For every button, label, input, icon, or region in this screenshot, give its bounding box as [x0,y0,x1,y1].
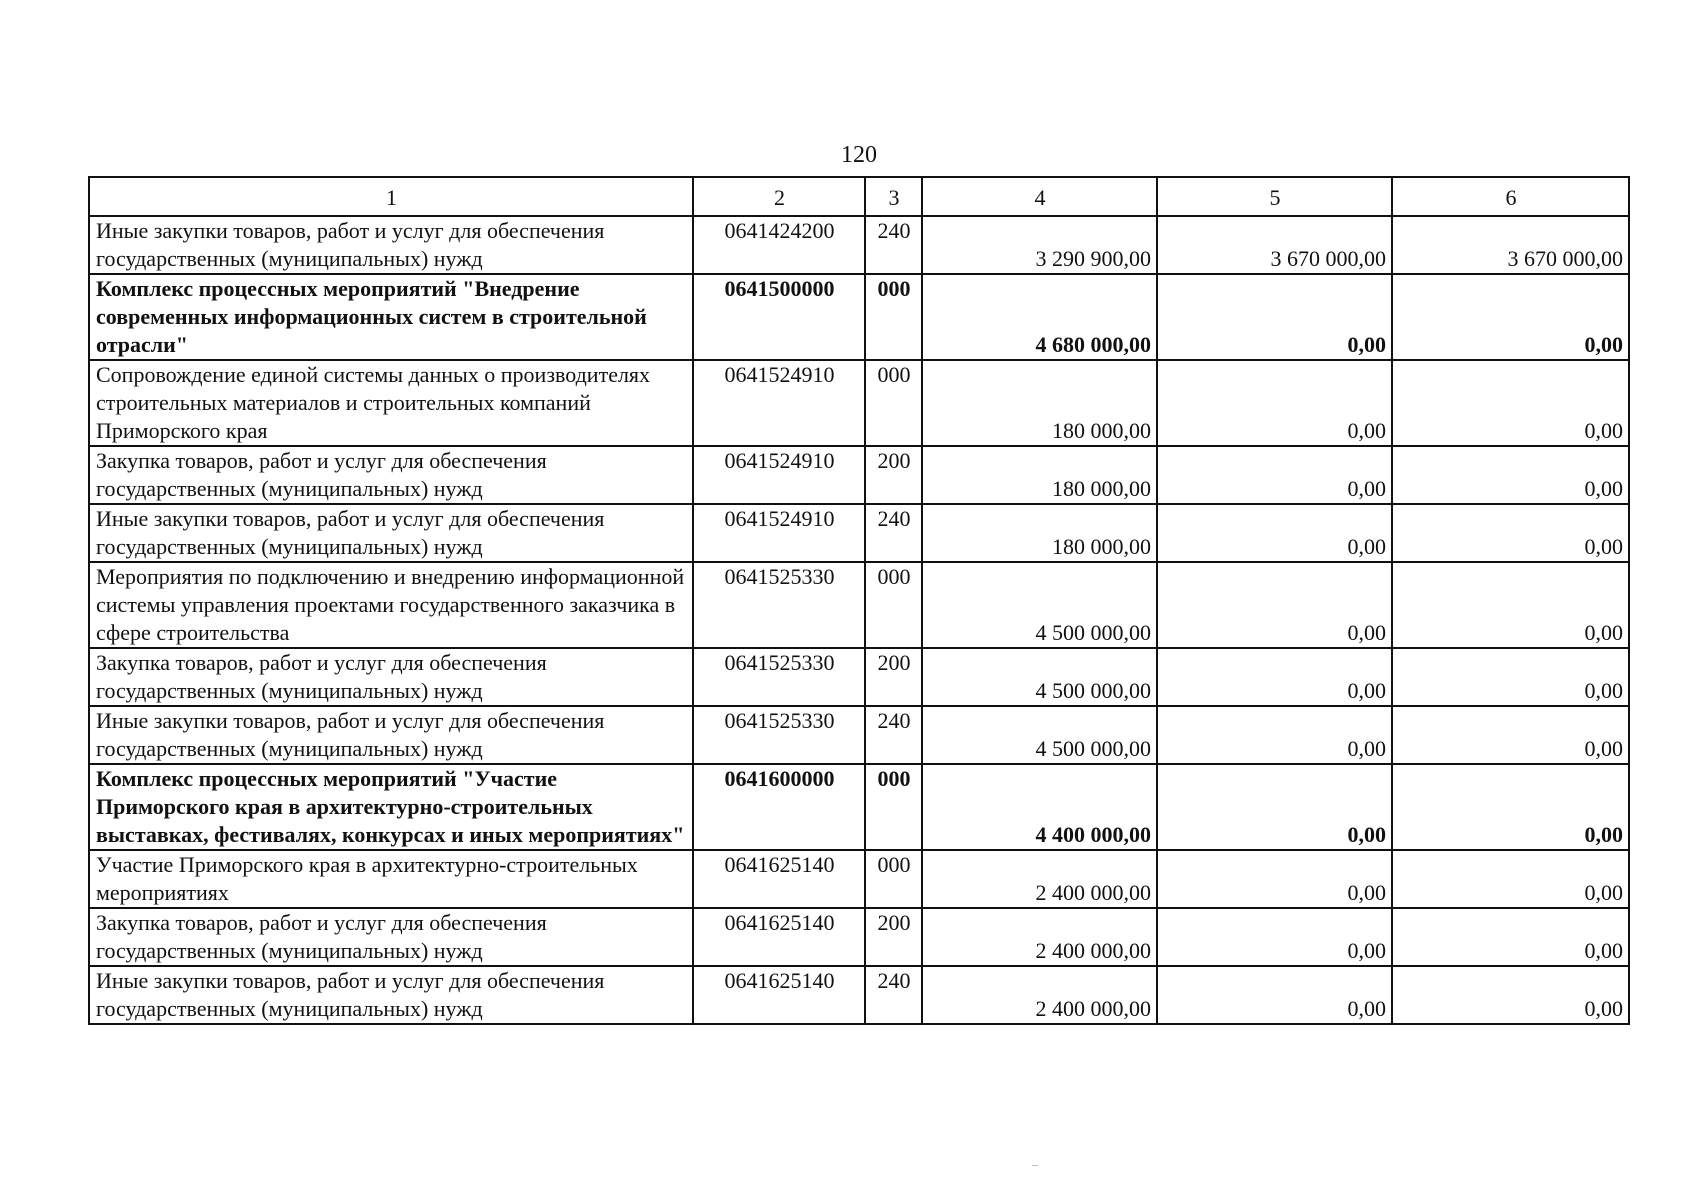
row-value-6: 0,00 [1392,562,1629,648]
row-name: Закупка товаров, работ и услуг для обеспечения государственных (муниципальных) нужд [89,908,693,966]
row-value-5: 3 670 000,00 [1157,216,1392,274]
row-value-5: 0,00 [1157,504,1392,562]
row-value-5: 0,00 [1157,446,1392,504]
row-value-6: 0,00 [1392,850,1629,908]
row-name: Закупка товаров, работ и услуг для обеспечения государственных (муниципальных) нужд [89,648,693,706]
row-value-6: 3 670 000,00 [1392,216,1629,274]
row-code: 0641525330 [693,648,865,706]
row-value-4: 180 000,00 [922,446,1157,504]
row-type: 240 [865,706,922,764]
table-row [89,360,1629,446]
header-col-6: 6 [1392,177,1629,216]
row-type: 000 [865,360,922,446]
header-col-1: 1 [89,177,693,216]
header-col-5: 5 [1157,177,1392,216]
row-type: 000 [865,764,922,850]
row-value-5: 0,00 [1157,850,1392,908]
row-value-6: 0,00 [1392,504,1629,562]
row-name: Комплекс процессных мероприятий "Внедрение современных информационных систем в строительной отрасли" [89,274,693,360]
row-code: 0641625140 [693,850,865,908]
row-value-4: 4 500 000,00 [922,562,1157,648]
row-value-5: 0,00 [1157,706,1392,764]
row-value-6: 0,00 [1392,764,1629,850]
row-value-5: 0,00 [1157,648,1392,706]
table-row [89,850,1629,908]
row-value-4: 4 500 000,00 [922,706,1157,764]
scan-speck [1032,1165,1038,1166]
row-value-6: 0,00 [1392,446,1629,504]
row-type: 000 [865,274,922,360]
header-col-4: 4 [922,177,1157,216]
table-row-bold [89,764,1629,850]
row-code: 0641524910 [693,504,865,562]
row-value-4: 4 680 000,00 [922,274,1157,360]
row-code: 0641625140 [693,908,865,966]
row-name: Сопровождение единой системы данных о производителях строительных материалов и строительных компаний Приморского края [89,360,693,446]
row-type: 000 [865,562,922,648]
table-row-bold [89,274,1629,360]
row-code: 0641600000 [693,764,865,850]
row-type: 240 [865,216,922,274]
header-col-3: 3 [865,177,922,216]
row-type: 240 [865,504,922,562]
row-name: Мероприятия по подключению и внедрению информационной системы управления проектами государственного заказчика в сфере строительства [89,562,693,648]
row-value-6: 0,00 [1392,360,1629,446]
table-row [89,504,1629,562]
row-code: 0641625140 [693,966,865,1024]
row-value-4: 2 400 000,00 [922,908,1157,966]
row-code: 0641525330 [693,562,865,648]
row-value-5: 0,00 [1157,908,1392,966]
row-value-4: 2 400 000,00 [922,966,1157,1024]
row-value-5: 0,00 [1157,562,1392,648]
row-type: 200 [865,648,922,706]
budget-table [88,176,1630,1025]
row-code: 0641524910 [693,360,865,446]
table-body [89,216,1629,1024]
row-name: Иные закупки товаров, работ и услуг для обеспечения государственных (муниципальных) нужд [89,706,693,764]
row-code: 0641524910 [693,446,865,504]
page-number: 120 [841,142,877,168]
row-value-4: 180 000,00 [922,504,1157,562]
row-value-4: 3 290 900,00 [922,216,1157,274]
row-value-4: 2 400 000,00 [922,850,1157,908]
row-code: 0641525330 [693,706,865,764]
row-value-6: 0,00 [1392,648,1629,706]
row-name: Иные закупки товаров, работ и услуг для обеспечения государственных (муниципальных) нужд [89,966,693,1024]
table-row [89,216,1629,274]
row-value-5: 0,00 [1157,764,1392,850]
table-row [89,706,1629,764]
header-row [89,177,1629,216]
row-type: 200 [865,446,922,504]
row-name: Участие Приморского края в архитектурно-строительных мероприятиях [89,850,693,908]
row-value-4: 4 500 000,00 [922,648,1157,706]
row-value-5: 0,00 [1157,966,1392,1024]
table-header [89,177,1629,216]
table-row [89,966,1629,1024]
row-value-4: 180 000,00 [922,360,1157,446]
row-type: 000 [865,850,922,908]
header-col-2: 2 [693,177,865,216]
row-code: 0641500000 [693,274,865,360]
table-row [89,908,1629,966]
table-row [89,648,1629,706]
row-code: 0641424200 [693,216,865,274]
table-row [89,446,1629,504]
row-value-6: 0,00 [1392,274,1629,360]
row-value-5: 0,00 [1157,360,1392,446]
row-type: 200 [865,908,922,966]
row-name: Иные закупки товаров, работ и услуг для обеспечения государственных (муниципальных) нужд [89,216,693,274]
row-value-6: 0,00 [1392,908,1629,966]
table-row [89,562,1629,648]
row-value-4: 4 400 000,00 [922,764,1157,850]
row-name: Комплекс процессных мероприятий "Участие Приморского края в архитектурно-строительных выставках, фестивалях, конкурсах и иных мероприятиях" [89,764,693,850]
row-value-6: 0,00 [1392,706,1629,764]
row-type: 240 [865,966,922,1024]
row-name: Закупка товаров, работ и услуг для обеспечения государственных (муниципальных) нужд [89,446,693,504]
row-value-5: 0,00 [1157,274,1392,360]
row-name: Иные закупки товаров, работ и услуг для обеспечения государственных (муниципальных) нужд [89,504,693,562]
row-value-6: 0,00 [1392,966,1629,1024]
